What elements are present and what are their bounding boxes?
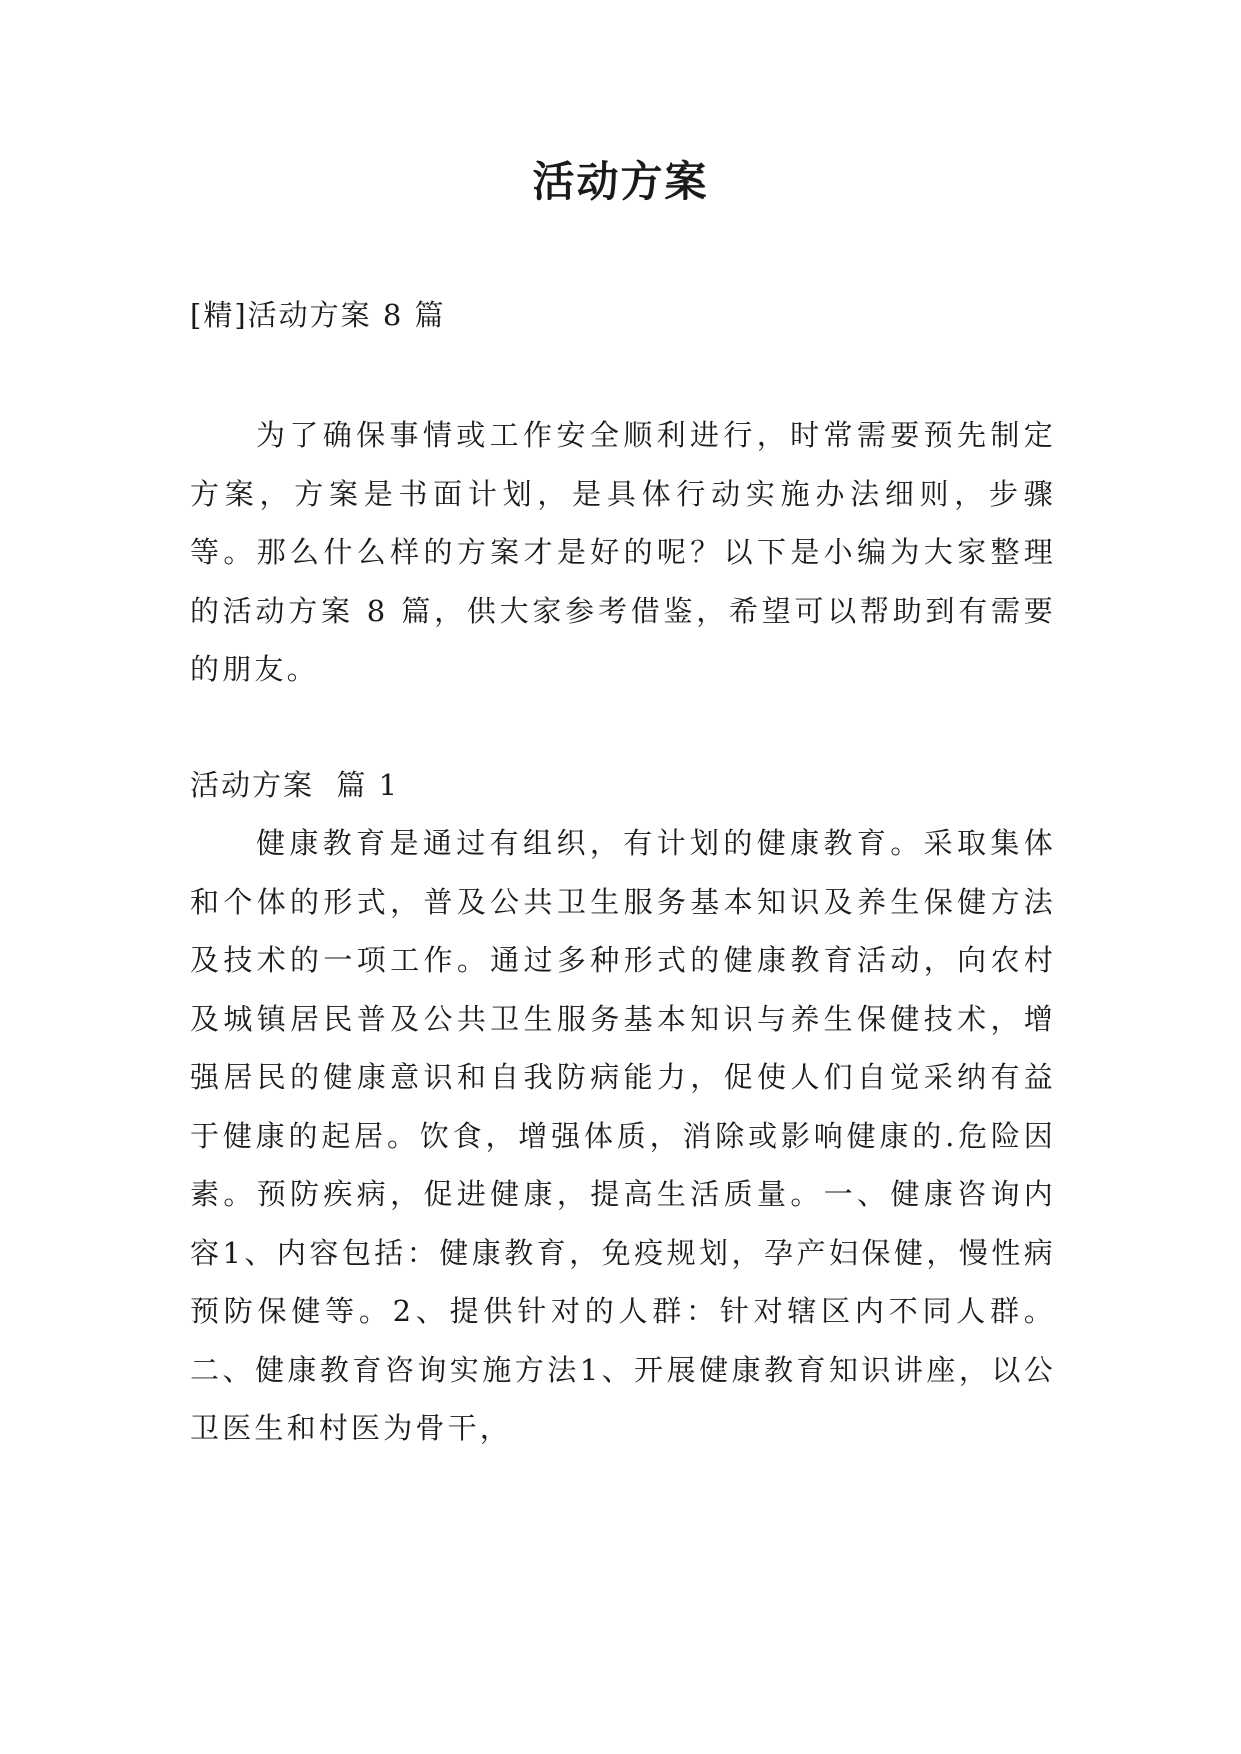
body-paragraph: 健康教育是通过有组织，有计划的健康教育。采取集体和个体的形式，普及公共卫生服务基本知识及养生保健方法及技术的一项工作。通过多种形式的健康教育活动，向农村及城镇居民普及公共卫生服务基本知识与养生保健技术，增强居民的健康意识和自我防病能力，促使人们自觉采纳有益于健康的起居。饮食，增强体质，消除或影响健康的.危险因素。预防疾病，促进健康，提高生活质量。一、健康咨询内容1、内容包括：健康教育，免疫规划，孕产妇保健，慢性病预防保健等。2、提供针对的人群：针对辖区内不同人群。二、健康教育咨询实施方法1、开展健康教育知识讲座，以公卫医生和村医为骨干，: [190, 826, 1056, 1445]
page-title: 活动方案: [532, 157, 709, 206]
section-heading: 活动方案 篇 1: [190, 768, 400, 802]
document-subtitle: [精]活动方案 8 篇: [190, 298, 446, 332]
intro-paragraph: 为了确保事情或工作安全顺利进行，时常需要预先制定方案，方案是书面计划，是具体行动实施办法细则，步骤等。那么什么样的方案才是好的呢？以下是小编为大家整理的活动方案 8 篇，供大家参考借鉴，希望可以帮助到有需要的朋友。: [190, 418, 1056, 686]
